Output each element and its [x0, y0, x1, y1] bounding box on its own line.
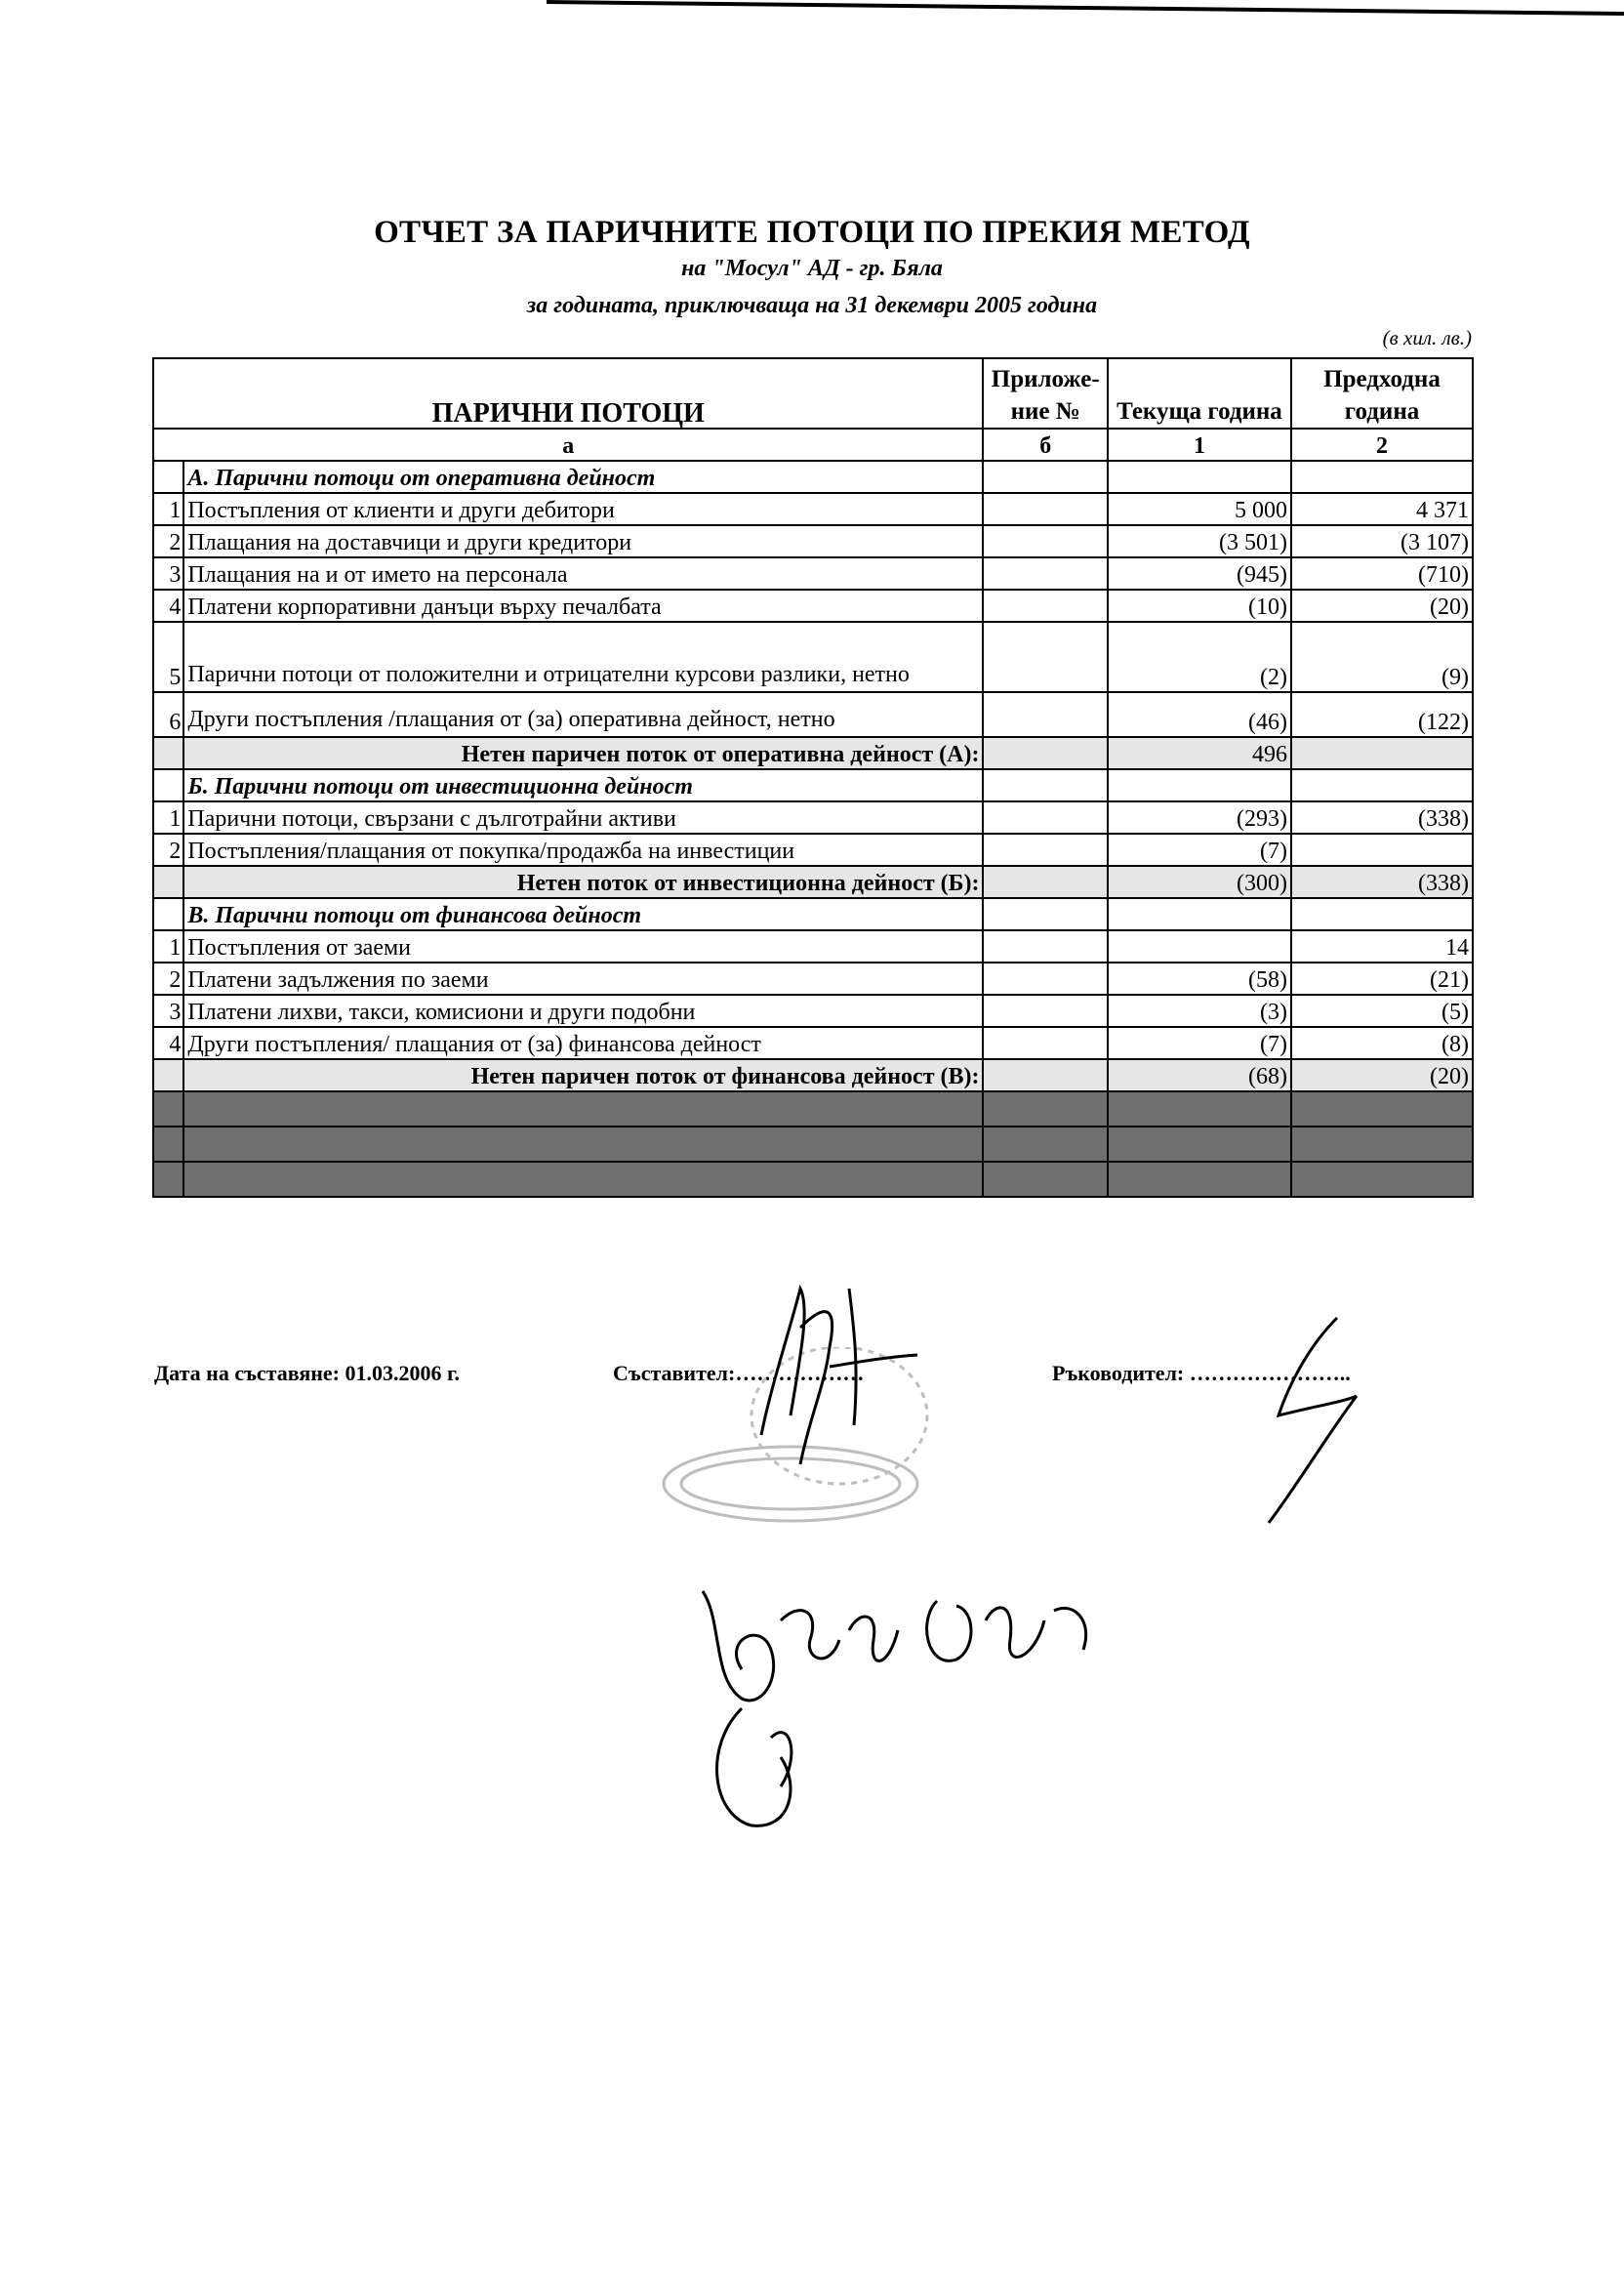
row-previous-year	[1291, 737, 1473, 769]
row-number: 3	[153, 557, 183, 590]
row-previous-year: (8)	[1291, 1027, 1473, 1059]
table-header-row	[153, 358, 1473, 429]
row-number: 2	[153, 963, 183, 995]
row-number	[153, 1127, 183, 1162]
row-previous-year: (20)	[1291, 590, 1473, 622]
unit-note: (в хил. лв.)	[1382, 326, 1472, 349]
row-description	[183, 1162, 983, 1197]
row-note	[983, 493, 1107, 525]
row-number: 1	[153, 930, 183, 963]
row-note	[983, 737, 1107, 769]
row-note	[983, 834, 1107, 866]
row-note	[983, 461, 1107, 493]
row-description: Платени задължения по заеми	[183, 963, 983, 995]
row-current-year	[1108, 1127, 1291, 1162]
row-previous-year: 14	[1291, 930, 1473, 963]
row-note	[983, 1127, 1107, 1162]
table-row	[153, 525, 1473, 557]
table-row	[153, 963, 1473, 995]
index-previous: 2	[1291, 429, 1473, 461]
row-description: Нетен паричен поток от оперативна дейност (А):	[183, 737, 983, 769]
row-description	[183, 1127, 983, 1162]
row-current-year: (300)	[1108, 866, 1291, 898]
row-description: Постъпления/плащания от покупка/продажба на инвестиции	[183, 834, 983, 866]
row-note	[983, 1162, 1107, 1197]
row-number: 1	[153, 801, 183, 834]
row-previous-year: (21)	[1291, 963, 1473, 995]
row-description: Постъпления от заеми	[183, 930, 983, 963]
table-row	[153, 557, 1473, 590]
header-description: ПАРИЧНИ ПОТОЦИ	[153, 358, 983, 429]
row-note	[983, 1059, 1107, 1091]
row-description: Платени корпоративни данъци върху печалбата	[183, 590, 983, 622]
table-row	[153, 622, 1473, 692]
row-number: 1	[153, 493, 183, 525]
row-current-year	[1108, 1162, 1291, 1197]
row-current-year	[1108, 1091, 1291, 1127]
table-row	[153, 930, 1473, 963]
row-number: 2	[153, 834, 183, 866]
row-previous-year: (338)	[1291, 866, 1473, 898]
row-current-year: 5 000	[1108, 493, 1291, 525]
row-previous-year	[1291, 769, 1473, 801]
row-description: В. Парични потоци от финансова дейност	[183, 898, 983, 930]
header-note: Приложе-ние №	[983, 358, 1107, 429]
row-description: Парични потоци от положителни и отрицателни курсови разлики, нетно	[183, 622, 983, 692]
row-current-year	[1108, 461, 1291, 493]
row-note	[983, 866, 1107, 898]
row-current-year	[1108, 769, 1291, 801]
row-number	[153, 1162, 183, 1197]
table-row	[153, 1127, 1473, 1162]
row-previous-year	[1291, 834, 1473, 866]
row-previous-year	[1291, 898, 1473, 930]
row-previous-year: (9)	[1291, 622, 1473, 692]
row-description: Б. Парични потоци от инвестиционна дейност	[183, 769, 983, 801]
row-previous-year: (710)	[1291, 557, 1473, 590]
company-line: на "Мосул" АД - гр. Бяла	[681, 256, 943, 281]
row-note	[983, 590, 1107, 622]
row-number: 2	[153, 525, 183, 557]
row-current-year: (945)	[1108, 557, 1291, 590]
row-description: Постъпления от клиенти и други дебитори	[183, 493, 983, 525]
row-description: Други постъпления /плащания от (за) оперативна дейност, нетно	[183, 692, 983, 737]
row-previous-year	[1291, 1162, 1473, 1197]
row-note	[983, 995, 1107, 1027]
row-current-year: (10)	[1108, 590, 1291, 622]
row-current-year: (68)	[1108, 1059, 1291, 1091]
row-previous-year: (3 107)	[1291, 525, 1473, 557]
row-note	[983, 1091, 1107, 1127]
row-previous-year: (338)	[1291, 801, 1473, 834]
row-current-year: (3 501)	[1108, 525, 1291, 557]
row-current-year: (293)	[1108, 801, 1291, 834]
row-description: Платени лихви, такси, комисиони и други подобни	[183, 995, 983, 1027]
row-number: 3	[153, 995, 183, 1027]
compiler-label: Съставител:………………	[613, 1361, 865, 1385]
total-row	[153, 1059, 1473, 1091]
total-row	[153, 737, 1473, 769]
row-previous-year: (20)	[1291, 1059, 1473, 1091]
table-row	[153, 692, 1473, 737]
table-row	[153, 834, 1473, 866]
row-current-year: (3)	[1108, 995, 1291, 1027]
row-note	[983, 557, 1107, 590]
row-current-year: (58)	[1108, 963, 1291, 995]
row-current-year: (46)	[1108, 692, 1291, 737]
row-description: А. Парични потоци от оперативна дейност	[183, 461, 983, 493]
section-row	[153, 769, 1473, 801]
row-number	[153, 1091, 183, 1127]
row-description: Плащания на и от името на персонала	[183, 557, 983, 590]
table-row	[153, 995, 1473, 1027]
row-description: Други постъпления/ плащания от (за) финансова дейност	[183, 1027, 983, 1059]
manager-signature	[1210, 1308, 1405, 1533]
row-note	[983, 1027, 1107, 1059]
period-line: за годината, приключваща на 31 декември 2005 година	[526, 293, 1098, 318]
row-number	[153, 898, 183, 930]
row-previous-year	[1291, 1127, 1473, 1162]
row-previous-year	[1291, 1091, 1473, 1127]
compiler-signature	[732, 1269, 966, 1484]
row-previous-year: (122)	[1291, 692, 1473, 737]
header-previous-year: Предходна година	[1291, 358, 1473, 429]
table-row	[153, 493, 1473, 525]
row-number: 5	[153, 622, 183, 692]
row-previous-year: (5)	[1291, 995, 1473, 1027]
section-row	[153, 898, 1473, 930]
index-note: б	[983, 429, 1107, 461]
row-description	[183, 1091, 983, 1127]
cash-flow-table	[152, 357, 1474, 1198]
row-description: Нетен поток от инвестиционна дейност (Б):	[183, 866, 983, 898]
table-index-row	[153, 429, 1473, 461]
row-current-year: (7)	[1108, 1027, 1291, 1059]
table-row	[153, 801, 1473, 834]
row-current-year: (2)	[1108, 622, 1291, 692]
row-number	[153, 769, 183, 801]
row-note	[983, 963, 1107, 995]
row-number	[153, 866, 183, 898]
row-previous-year	[1291, 461, 1473, 493]
row-description: Парични потоци, свързани с дълготрайни активи	[183, 801, 983, 834]
table-row	[153, 1162, 1473, 1197]
handwritten-signature	[683, 1562, 1122, 1835]
row-note	[983, 801, 1107, 834]
row-number: 4	[153, 1027, 183, 1059]
row-note	[983, 769, 1107, 801]
table-row	[153, 1027, 1473, 1059]
row-current-year	[1108, 898, 1291, 930]
row-previous-year: 4 371	[1291, 493, 1473, 525]
section-row	[153, 461, 1473, 493]
row-note	[983, 930, 1107, 963]
manager-label: Ръководител: …………………..	[1052, 1361, 1351, 1385]
row-note	[983, 622, 1107, 692]
table-row	[153, 590, 1473, 622]
row-number	[153, 461, 183, 493]
row-number: 4	[153, 590, 183, 622]
header-current-year: Текуща година	[1108, 358, 1291, 429]
row-number	[153, 1059, 183, 1091]
row-current-year: 496	[1108, 737, 1291, 769]
report-title: ОТЧЕТ ЗА ПАРИЧНИТЕ ПОТОЦИ ПО ПРЕКИЯ МЕТОД	[374, 215, 1250, 250]
row-note	[983, 525, 1107, 557]
index-current: 1	[1108, 429, 1291, 461]
index-description: а	[153, 429, 983, 461]
row-note	[983, 898, 1107, 930]
row-note	[983, 692, 1107, 737]
row-description: Плащания на доставчици и други кредитори	[183, 525, 983, 557]
compilation-date: Дата на съставяне: 01.03.2006 г.	[154, 1361, 461, 1385]
table-row	[153, 1091, 1473, 1127]
total-row	[153, 866, 1473, 898]
row-description: Нетен паричен поток от финансова дейност (В):	[183, 1059, 983, 1091]
row-number: 6	[153, 692, 183, 737]
row-number	[153, 737, 183, 769]
row-current-year	[1108, 930, 1291, 963]
row-current-year: (7)	[1108, 834, 1291, 866]
scan-edge-line	[547, 0, 1624, 16]
